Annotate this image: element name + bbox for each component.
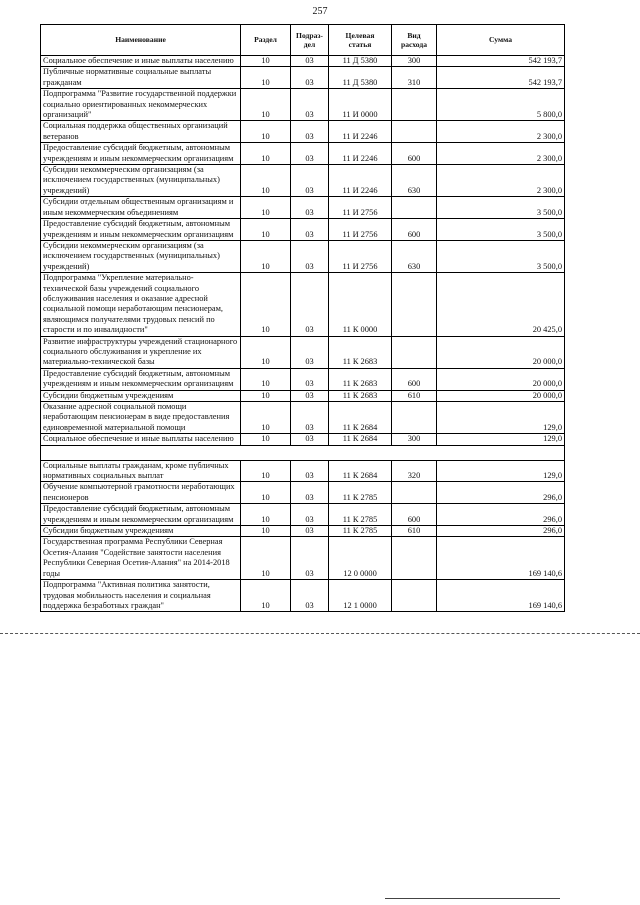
cell-podrazdel: 03 [291, 402, 329, 434]
cell-celevaya: 11 Д 5380 [329, 56, 392, 67]
cell-razdel: 10 [241, 460, 291, 482]
cell-razdel: 10 [241, 197, 291, 219]
cell-vid [392, 336, 437, 368]
table-row [41, 273, 565, 336]
cell-name: Подпрограмма "Развитие государственной поддержки социально ориентированных некоммерческих организаций" [41, 89, 241, 121]
cell-summa: 2 300,0 [437, 165, 565, 197]
cell-name: Субсидии некоммерческим организациям (за исключением государственных (муниципальных) учреждений) [41, 165, 241, 197]
cell-vid [392, 89, 437, 121]
table-row [41, 197, 565, 219]
cell-podrazdel: 03 [291, 121, 329, 143]
cell-celevaya: 11 К 2684 [329, 460, 392, 482]
cell-razdel: 10 [241, 504, 291, 526]
cell-podrazdel: 03 [291, 197, 329, 219]
gap-cell [41, 445, 565, 460]
cell-summa: 169 140,6 [437, 537, 565, 580]
table-row [41, 143, 565, 165]
cell-vid: 600 [392, 219, 437, 241]
table-row [41, 460, 565, 482]
table-row [41, 336, 565, 368]
cell-celevaya: 11 И 2756 [329, 197, 392, 219]
cell-razdel: 10 [241, 121, 291, 143]
cell-celevaya: 11 К 2683 [329, 368, 392, 390]
cell-summa: 296,0 [437, 482, 565, 504]
cell-razdel: 10 [241, 390, 291, 401]
cell-name: Подпрограмма "Активная политика занятости, трудовая мобильность населения и социальная поддержка безработных граждан" [41, 580, 241, 612]
cell-name: Подпрограмма "Укрепление материально-технической базы учреждений социального обслуживания населения и оказание адресной социальной помощи неработающим пенсионерам, являющимся получателями трудовых пенсий по старости и по инвалидности" [41, 273, 241, 336]
cell-vid [392, 121, 437, 143]
cell-celevaya: 11 И 2246 [329, 121, 392, 143]
cell-name: Предоставление субсидий бюджетным, автономным учреждениям и иным некоммерческим организациям [41, 368, 241, 390]
cell-razdel: 10 [241, 336, 291, 368]
table-row [41, 537, 565, 580]
cell-vid: 600 [392, 143, 437, 165]
cell-name: Субсидии отдельным общественным организациям и иным некоммерческим объединениям [41, 197, 241, 219]
cell-summa: 542 193,7 [437, 56, 565, 67]
cell-celevaya: 11 К 2785 [329, 504, 392, 526]
table-row [41, 368, 565, 390]
cell-celevaya: 11 И 2246 [329, 165, 392, 197]
cell-razdel: 10 [241, 537, 291, 580]
table-row [41, 434, 565, 445]
cell-name: Развитие инфраструктуры учреждений стационарного социального обслуживания и укрепление их материально-технической базы [41, 336, 241, 368]
cell-name: Субсидии некоммерческим организациям (за исключением государственных (муниципальных) учреждений) [41, 240, 241, 272]
cell-name: Обучение компьютерной грамотности неработающих пенсионеров [41, 482, 241, 504]
table-row [41, 390, 565, 401]
footer-rule [385, 898, 560, 899]
cell-name: Предоставление субсидий бюджетным, автономным учреждениям и иным некоммерческим организациям [41, 504, 241, 526]
cell-name: Социальное обеспечение и иные выплаты населению [41, 434, 241, 445]
cell-vid [392, 197, 437, 219]
cell-vid: 600 [392, 504, 437, 526]
cell-podrazdel: 03 [291, 240, 329, 272]
cell-razdel: 10 [241, 526, 291, 537]
cell-celevaya: 11 И 0000 [329, 89, 392, 121]
cell-razdel: 10 [241, 273, 291, 336]
cell-vid [392, 537, 437, 580]
cell-podrazdel: 03 [291, 460, 329, 482]
table-row [41, 240, 565, 272]
cell-podrazdel: 03 [291, 219, 329, 241]
table-row [41, 580, 565, 612]
cell-name: Предоставление субсидий бюджетным, автономным учреждениям и иным некоммерческим организациям [41, 219, 241, 241]
table-row [41, 89, 565, 121]
cell-name: Оказание адресной социальной помощи неработающим пенсионерам в виде предоставления единовременной материальной помощи [41, 402, 241, 434]
cell-podrazdel: 03 [291, 89, 329, 121]
table-row [41, 504, 565, 526]
header-vid: Вид расхода [392, 25, 437, 56]
cell-summa: 129,0 [437, 460, 565, 482]
table-header-row [41, 25, 565, 56]
cell-summa: 129,0 [437, 402, 565, 434]
page-break-gap [41, 445, 565, 460]
cell-podrazdel: 03 [291, 390, 329, 401]
cell-summa: 296,0 [437, 526, 565, 537]
cell-summa: 20 000,0 [437, 390, 565, 401]
cell-celevaya: 11 К 2683 [329, 336, 392, 368]
cell-razdel: 10 [241, 240, 291, 272]
cell-name: Предоставление субсидий бюджетным, автономным учреждениям и иным некоммерческим организациям [41, 143, 241, 165]
table-row [41, 165, 565, 197]
cell-podrazdel: 03 [291, 165, 329, 197]
cell-summa: 5 800,0 [437, 89, 565, 121]
cell-podrazdel: 03 [291, 56, 329, 67]
cell-celevaya: 11 И 2756 [329, 240, 392, 272]
cell-summa: 3 500,0 [437, 197, 565, 219]
cell-celevaya: 12 1 0000 [329, 580, 392, 612]
cell-summa: 20 000,0 [437, 368, 565, 390]
cell-podrazdel: 03 [291, 482, 329, 504]
cell-name: Субсидии бюджетным учреждениям [41, 526, 241, 537]
table-body [41, 56, 565, 612]
table-row [41, 56, 565, 67]
cell-vid: 630 [392, 165, 437, 197]
cell-summa: 3 500,0 [437, 219, 565, 241]
cell-podrazdel: 03 [291, 336, 329, 368]
cell-summa: 169 140,6 [437, 580, 565, 612]
cell-vid: 610 [392, 390, 437, 401]
cell-vid: 600 [392, 368, 437, 390]
cell-celevaya: 11 К 2785 [329, 482, 392, 504]
cell-razdel: 10 [241, 56, 291, 67]
cell-vid: 630 [392, 240, 437, 272]
cell-name: Публичные нормативные социальные выплаты гражданам [41, 67, 241, 89]
cell-vid [392, 580, 437, 612]
table-row [41, 402, 565, 434]
cell-vid: 610 [392, 526, 437, 537]
page-number: 257 [312, 6, 328, 17]
header-celevaya: Целевая статья [329, 25, 392, 56]
cell-celevaya: 12 0 0000 [329, 537, 392, 580]
cell-celevaya: 11 К 0000 [329, 273, 392, 336]
table-row [41, 526, 565, 537]
table-row [41, 67, 565, 89]
cell-podrazdel: 03 [291, 580, 329, 612]
cell-vid: 320 [392, 460, 437, 482]
cell-summa: 296,0 [437, 504, 565, 526]
cell-celevaya: 11 Д 5380 [329, 67, 392, 89]
cell-razdel: 10 [241, 143, 291, 165]
header-razdel: Раздел [241, 25, 291, 56]
cell-celevaya: 11 К 2684 [329, 434, 392, 445]
cell-podrazdel: 03 [291, 434, 329, 445]
table-row [41, 121, 565, 143]
cell-summa: 3 500,0 [437, 240, 565, 272]
cell-razdel: 10 [241, 67, 291, 89]
cell-podrazdel: 03 [291, 273, 329, 336]
cell-name: Социальные выплаты гражданам, кроме публичных нормативных социальных выплат [41, 460, 241, 482]
budget-table [40, 24, 565, 612]
cell-name: Социальная поддержка общественных организаций ветеранов [41, 121, 241, 143]
cell-celevaya: 11 К 2684 [329, 402, 392, 434]
cell-name: Субсидии бюджетным учреждениям [41, 390, 241, 401]
cell-podrazdel: 03 [291, 67, 329, 89]
header-podrazdel: Подраз- дел [291, 25, 329, 56]
cell-vid: 310 [392, 67, 437, 89]
cell-celevaya: 11 И 2246 [329, 143, 392, 165]
page-cut-line [0, 633, 640, 634]
cell-razdel: 10 [241, 434, 291, 445]
cell-razdel: 10 [241, 219, 291, 241]
cell-name: Социальное обеспечение и иные выплаты населению [41, 56, 241, 67]
cell-razdel: 10 [241, 368, 291, 390]
cell-razdel: 10 [241, 580, 291, 612]
cell-summa: 2 300,0 [437, 143, 565, 165]
cell-vid [392, 273, 437, 336]
cell-name: Государственная программа Республики Северная Осетия-Алания "Содействие занятости населения Республики Северная Осетия-Алания" на 2014-2018 годы [41, 537, 241, 580]
table-row [41, 219, 565, 241]
cell-razdel: 10 [241, 165, 291, 197]
cell-razdel: 10 [241, 89, 291, 121]
cell-summa: 20 425,0 [437, 273, 565, 336]
cell-razdel: 10 [241, 402, 291, 434]
header-summa: Сумма [437, 25, 565, 56]
cell-vid: 300 [392, 56, 437, 67]
cell-summa: 2 300,0 [437, 121, 565, 143]
cell-vid [392, 482, 437, 504]
cell-vid: 300 [392, 434, 437, 445]
cell-razdel: 10 [241, 482, 291, 504]
cell-podrazdel: 03 [291, 537, 329, 580]
cell-podrazdel: 03 [291, 368, 329, 390]
cell-celevaya: 11 И 2756 [329, 219, 392, 241]
cell-celevaya: 11 К 2785 [329, 526, 392, 537]
cell-celevaya: 11 К 2683 [329, 390, 392, 401]
cell-summa: 20 000,0 [437, 336, 565, 368]
cell-podrazdel: 03 [291, 504, 329, 526]
header-name: Наименование [41, 25, 241, 56]
cell-podrazdel: 03 [291, 526, 329, 537]
cell-summa: 542 193,7 [437, 67, 565, 89]
cell-summa: 129,0 [437, 434, 565, 445]
table-row [41, 482, 565, 504]
cell-podrazdel: 03 [291, 143, 329, 165]
cell-vid [392, 402, 437, 434]
